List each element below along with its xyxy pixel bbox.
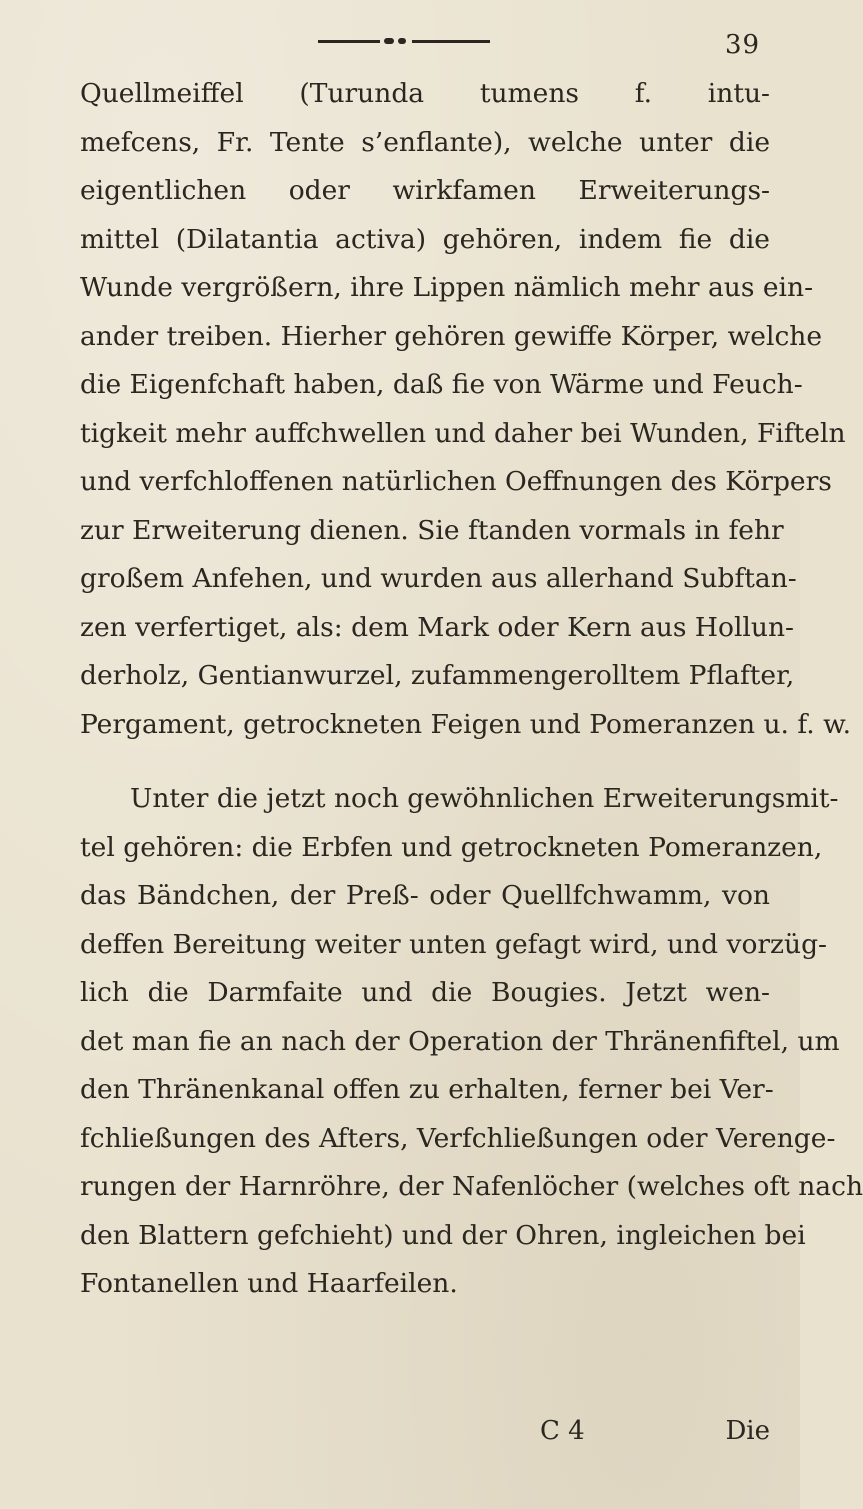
page-number: 39 [725,30,761,60]
text-line: und verfchloffenen natürlichen Oeffnungen des Körpers [80,466,832,497]
text-line: den Blattern gefchieht) und der Ohren, ingleichen bei [80,1219,806,1251]
text-line: Fontanellen und Haarfeilen. [80,1268,458,1299]
text-line: Pergament, getrockneten Feigen und Pomeranzen u. f. w. [80,708,852,740]
text-line: det man fie an nach der Operation der Thränenfiftel, um [80,1025,840,1057]
page-footer [80,1416,770,1456]
signature-mark: C 4 [540,1416,585,1446]
text-line: zur Erweiterung dienen. Sie ftanden vormals in fehr [80,514,784,546]
text-line: großem Anfehen, und wurden aus allerhand Subftan- [80,563,797,594]
text-line: Quellmeiffel (Turunda tumens f. intu- [80,78,770,109]
text-line: mittel (Dilatantia activa) gehören, indem fie die [80,223,770,255]
text-line: lich die Darmfaite und die Bougies. Jetzt wen- [80,977,770,1008]
text-line: ander treiben. Hierher gehören gewiffe Körper, welche [80,320,823,352]
header-ornament-rule [318,38,490,44]
text-line: den Thränenkanal offen zu erhalten, ferner bei Ver- [80,1074,774,1105]
text-line: tigkeit mehr auffchwellen und daher bei Wunden, Fifteln [80,417,846,449]
paragraph-2 [80,775,863,1309]
text-line: deffen Bereitung weiter unten gefagt wird, und vorzüg- [80,928,828,960]
text-line: fchließungen des Afters, Verfchließungen oder Verenge- [80,1122,836,1154]
text-line: rungen der Harnröhre, der Nafenlöcher (welches oft nach [80,1171,863,1202]
text-line: die Eigenfchaft haben, daß fie von Wärme und Feuch- [80,369,803,400]
text-line: Unter die jetzt noch gewöhnlichen Erweiterungsmit- [130,783,839,814]
catchword: Die [725,1416,770,1446]
text-line: das Bändchen, der Preß- oder Quellfchwamm, von [80,880,770,911]
text-line: mefcens, Fr. Tente s’enflante), welche unter die [80,126,770,158]
text-line: zen verfertiget, als: dem Mark oder Kern aus Hollun- [80,611,794,643]
text-line: eigentlichen oder wirkfamen Erweiterungs- [80,175,770,206]
text-line: Wunde vergrößern, ihre Lippen nämlich mehr aus ein- [80,272,814,303]
text-line: derholz, Gentianwurzel, zufammengerolltem Pflafter, [80,660,795,691]
paragraph-1 [80,70,852,749]
text-line: tel gehören: die Erbfen und getrockneten Pomeranzen, [80,831,823,863]
body-text [80,70,863,1309]
